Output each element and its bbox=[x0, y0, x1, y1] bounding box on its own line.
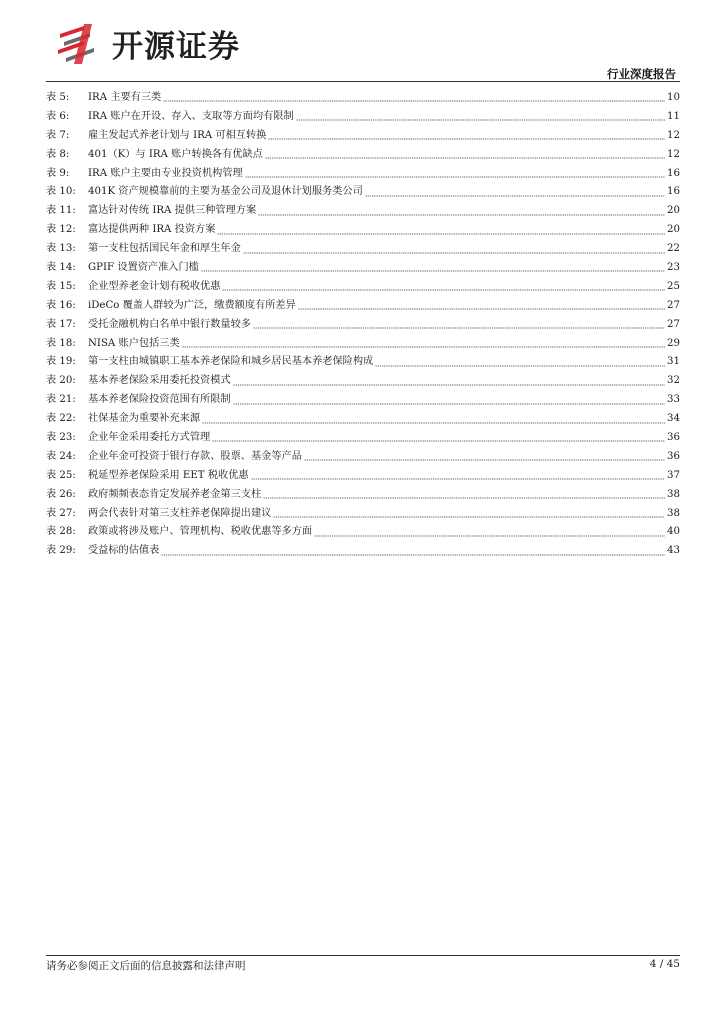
toc-dot-leader bbox=[263, 490, 665, 500]
toc-dot-leader bbox=[243, 245, 665, 255]
toc-entry-title: 富达提供两种 IRA 投资方案 bbox=[88, 224, 216, 236]
toc-entry-number: 表 17: bbox=[46, 318, 76, 330]
toc-entry-number: 表 29: bbox=[46, 545, 76, 557]
company-logo bbox=[54, 20, 240, 66]
toc-entry[interactable] bbox=[46, 410, 680, 429]
toc-dot-leader bbox=[296, 112, 665, 122]
toc-entry-title: 社保基金为重要补充来源 bbox=[88, 413, 201, 425]
toc-entry-title: 企业年金采用委托方式管理 bbox=[88, 432, 211, 444]
toc-entry-number: 表 28: bbox=[46, 526, 76, 538]
toc-dot-leader bbox=[265, 150, 665, 160]
toc-entry-page: 27 bbox=[667, 318, 680, 330]
toc-entry-number: 表 18: bbox=[46, 337, 76, 349]
toc-entry[interactable] bbox=[46, 505, 680, 524]
toc-entry-title: 两会代表针对第三支柱养老保障提出建议 bbox=[88, 507, 272, 519]
toc-entry-page: 10 bbox=[667, 92, 680, 103]
toc-entry-title: 雇主发起式养老计划与 IRA 可相互转换 bbox=[88, 129, 267, 141]
toc-entry-number: 表 26: bbox=[46, 488, 76, 500]
table-of-tables bbox=[46, 89, 680, 561]
toc-entry[interactable] bbox=[46, 467, 680, 486]
toc-entry-number: 表 7: bbox=[46, 129, 70, 141]
toc-entry[interactable] bbox=[46, 372, 680, 391]
toc-entry-page: 29 bbox=[667, 337, 680, 349]
toc-entry-number: 表 23: bbox=[46, 432, 76, 444]
toc-entry-page: 34 bbox=[667, 413, 680, 425]
toc-dot-leader bbox=[212, 433, 665, 443]
toc-entry-page: 32 bbox=[667, 375, 680, 387]
toc-entry-number: 表 12: bbox=[46, 224, 76, 236]
toc-entry-title: 第一支柱由城镇职工基本养老保险和城乡居民基本养老保险构成 bbox=[88, 356, 374, 368]
toc-entry-number: 表 25: bbox=[46, 469, 76, 481]
toc-entry-number: 表 13: bbox=[46, 243, 76, 255]
toc-entry-page: 11 bbox=[667, 110, 680, 122]
toc-entry-page: 27 bbox=[667, 299, 680, 311]
toc-entry[interactable] bbox=[46, 89, 680, 108]
toc-entry-title: 政策或将涉及账户、管理机构、税收优惠等多方面 bbox=[88, 526, 313, 538]
toc-dot-leader bbox=[375, 358, 665, 368]
toc-entry-title: 企业型养老金计划有税收优惠 bbox=[88, 280, 221, 292]
report-type-label: 行业深度报告 bbox=[607, 67, 676, 81]
toc-dot-leader bbox=[202, 415, 665, 425]
toc-dot-leader bbox=[222, 282, 665, 292]
toc-entry[interactable] bbox=[46, 240, 680, 259]
toc-entry-page: 23 bbox=[667, 262, 680, 274]
page-indicator: 4 / 45 bbox=[649, 958, 680, 970]
header-divider bbox=[46, 81, 680, 82]
toc-entry-number: 表 15: bbox=[46, 280, 76, 292]
toc-entry-title: IRA 主要有三类 bbox=[88, 92, 162, 103]
toc-entry[interactable] bbox=[46, 429, 680, 448]
toc-entry-title: IRA 账户在开设、存入、支取等方面均有限制 bbox=[88, 110, 294, 122]
toc-entry-number: 表 20: bbox=[46, 375, 76, 387]
toc-entry[interactable] bbox=[46, 165, 680, 184]
toc-entry[interactable] bbox=[46, 127, 680, 146]
toc-entry-page: 20 bbox=[667, 224, 680, 236]
toc-entry-title: 受托金融机构白名单中银行数量较多 bbox=[88, 318, 251, 330]
toc-entry-page: 25 bbox=[667, 280, 680, 292]
toc-entry-page: 36 bbox=[667, 450, 680, 462]
toc-entry-number: 表 24: bbox=[46, 450, 76, 462]
toc-entry-number: 表 5: bbox=[46, 92, 70, 103]
toc-entry-number: 表 6: bbox=[46, 110, 70, 122]
toc-entry[interactable] bbox=[46, 316, 680, 335]
toc-entry-number: 表 21: bbox=[46, 394, 76, 406]
toc-entry-page: 43 bbox=[667, 545, 680, 557]
toc-entry-title: 基本养老保险投资范围有所限制 bbox=[88, 394, 231, 406]
toc-entry-title: 富达针对传统 IRA 提供三种管理方案 bbox=[88, 205, 257, 217]
toc-entry-title: 401（K）与 IRA 账户转换各有优缺点 bbox=[88, 148, 263, 160]
toc-entry[interactable] bbox=[46, 278, 680, 297]
toc-entry-number: 表 19: bbox=[46, 356, 76, 368]
toc-entry[interactable] bbox=[46, 146, 680, 165]
toc-entry-title: 基本养老保险采用委托投资模式 bbox=[88, 375, 231, 387]
toc-entry-page: 38 bbox=[667, 507, 680, 519]
toc-dot-leader bbox=[217, 226, 665, 236]
toc-entry-page: 16 bbox=[667, 167, 680, 179]
footer-divider bbox=[46, 955, 680, 956]
toc-dot-leader bbox=[314, 528, 665, 538]
toc-entry-title: IRA 账户主要由专业投资机构管理 bbox=[88, 167, 243, 179]
toc-entry-page: 16 bbox=[667, 186, 680, 198]
toc-entry[interactable] bbox=[46, 391, 680, 410]
toc-entry[interactable] bbox=[46, 486, 680, 505]
toc-dot-leader bbox=[182, 339, 665, 349]
toc-entry-title: 受益标的估值表 bbox=[88, 545, 160, 557]
toc-entry-title: 第一支柱包括国民年金和厚生年金 bbox=[88, 243, 241, 255]
toc-entry-number: 表 22: bbox=[46, 413, 76, 425]
toc-entry-page: 12 bbox=[667, 129, 680, 141]
toc-entry[interactable] bbox=[46, 335, 680, 354]
toc-entry[interactable] bbox=[46, 221, 680, 240]
toc-dot-leader bbox=[233, 377, 665, 387]
toc-entry-page: 33 bbox=[667, 394, 680, 406]
toc-entry[interactable] bbox=[46, 202, 680, 221]
toc-entry[interactable] bbox=[46, 353, 680, 372]
toc-entry-title: GPIF 设置资产准入门槛 bbox=[88, 262, 199, 274]
toc-entry[interactable] bbox=[46, 183, 680, 202]
toc-entry[interactable] bbox=[46, 523, 680, 542]
toc-entry[interactable] bbox=[46, 542, 680, 561]
toc-dot-leader bbox=[258, 207, 665, 217]
toc-entry-number: 表 27: bbox=[46, 507, 76, 519]
toc-entry-number: 表 9: bbox=[46, 167, 70, 179]
toc-entry[interactable] bbox=[46, 297, 680, 316]
toc-entry-title: iDeCo 覆盖人群较为广泛，缴费额度有所差异 bbox=[88, 299, 296, 311]
toc-entry-title: NISA 账户包括三类 bbox=[88, 337, 180, 349]
toc-entry-page: 37 bbox=[667, 469, 680, 481]
toc-dot-leader bbox=[365, 188, 665, 198]
toc-entry[interactable] bbox=[46, 108, 680, 127]
toc-dot-leader bbox=[251, 471, 665, 481]
toc-entry-number: 表 10: bbox=[46, 186, 76, 198]
toc-entry-title: 税延型养老保险采用 EET 税收优惠 bbox=[88, 469, 249, 481]
toc-entry-page: 31 bbox=[667, 356, 680, 368]
toc-entry-number: 表 8: bbox=[46, 148, 70, 160]
toc-dot-leader bbox=[201, 263, 665, 273]
toc-entry-page: 38 bbox=[667, 488, 680, 500]
toc-entry-title: 企业年金可投资于银行存款、股票、基金等产品 bbox=[88, 450, 302, 462]
toc-dot-leader bbox=[304, 452, 665, 462]
toc-entry-page: 36 bbox=[667, 432, 680, 444]
toc-dot-leader bbox=[163, 93, 665, 103]
toc-dot-leader bbox=[161, 547, 665, 557]
logo-text: 开源证券 bbox=[112, 28, 240, 65]
toc-entry-page: 40 bbox=[667, 526, 680, 538]
toc-entry-title: 401K 资产规模靠前的主要为基金公司及退休计划服务类公司 bbox=[88, 186, 363, 198]
toc-entry-title: 政府频频表态肯定发展养老金第三支柱 bbox=[88, 488, 262, 500]
toc-entry-number: 表 11: bbox=[46, 205, 76, 217]
toc-entry-number: 表 14: bbox=[46, 262, 76, 274]
toc-dot-leader bbox=[233, 396, 665, 406]
toc-dot-leader bbox=[245, 169, 665, 179]
toc-entry-page: 12 bbox=[667, 148, 680, 160]
logo-mark-icon bbox=[54, 20, 104, 66]
toc-entry[interactable] bbox=[46, 448, 680, 467]
toc-dot-leader bbox=[253, 320, 665, 330]
toc-dot-leader bbox=[298, 301, 665, 311]
toc-entry-number: 表 16: bbox=[46, 299, 76, 311]
toc-dot-leader bbox=[273, 509, 665, 519]
toc-dot-leader bbox=[268, 131, 665, 141]
footer-disclaimer: 请务必参阅正文后面的信息披露和法律声明 bbox=[46, 960, 246, 972]
toc-entry-page: 20 bbox=[667, 205, 680, 217]
toc-entry[interactable] bbox=[46, 259, 680, 278]
toc-entry-page: 22 bbox=[667, 243, 680, 255]
